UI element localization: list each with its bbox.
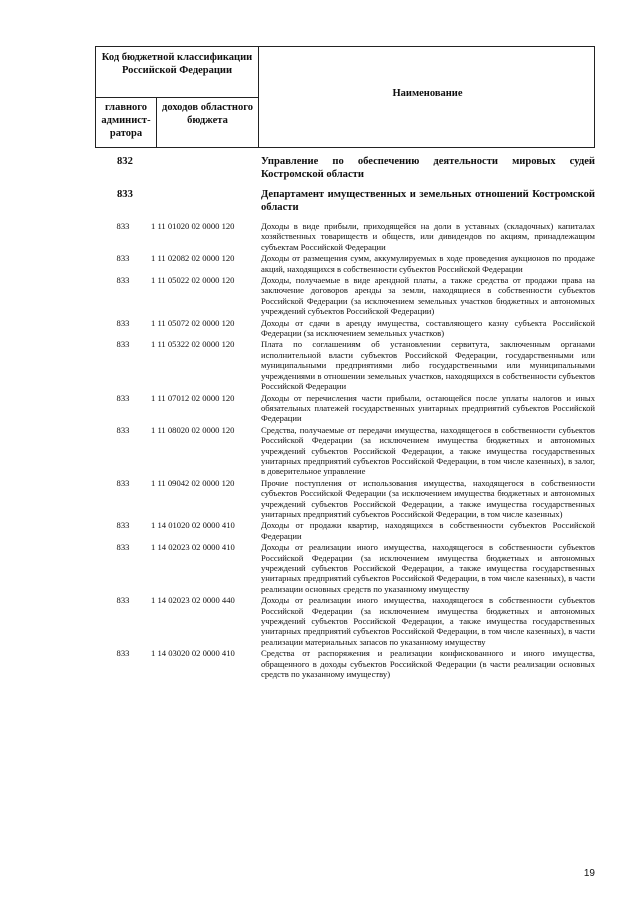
header-name-title: Наименование: [392, 88, 463, 99]
row-name: Доходы от продажи квартир, находящихся в собственности субъектов Российской Федерации: [261, 520, 595, 541]
table-row: [95, 155, 595, 181]
table-row: [95, 648, 595, 679]
budget-code: [151, 188, 261, 214]
table-row: [95, 221, 595, 252]
budget-code: 1 11 02082 02 0000 120: [151, 253, 235, 264]
table-row: [95, 478, 595, 520]
row-name: Доходы от сдачи в аренду имущества, составляющего казну субъекта Российской Федерации (за исключением земельных участков): [261, 317, 595, 339]
table-row: [95, 253, 595, 274]
admin-code: 832: [117, 156, 133, 167]
budget-code: 1 14 02023 02 0000 440: [151, 595, 235, 606]
budget-code: 1 11 01020 02 0000 120: [151, 221, 235, 231]
row-name: Прочие поступления от использования имущества, находящегося в собственности субъектов Российской Федерации (за исключением имущества бюджетных и автономных учреждений субъектов Российской Федерации, а также имущества государственных унитарных предприятий субъектов Российской Федерации, в том числе казенных): [261, 477, 595, 519]
admin-code: 833: [116, 648, 130, 659]
budget-code: 1 14 02023 02 0000 410: [151, 542, 235, 553]
row-name: Доходы от реализации иного имущества, находящегося в собственности субъектов Российской Федерации (за исключением имущества бюджетных и автономных учреждений субъектов Российской Федерации, а также имущества государственных унитарных предприятий субъектов Российской Федерации, в том числе казенных), в части реализации основных средств по указанному имуществу: [261, 542, 595, 594]
header-admin-title: главного админист-ратора: [101, 102, 151, 139]
table-row: [95, 425, 595, 477]
row-name: Плата по соглашениям об установлении сервитута, заключенным органами исполнительной власти субъектов Российской Федерации, государственными или муниципальными предприятиями либо государственными или муниципальными учреждениями в отношении земельных участков, находящихся в собственности субъектов Российской Федерации: [261, 339, 595, 392]
row-name: Средства, получаемые от передачи имущества, находящегося в собственности субъектов Российской Федерации (за исключением имущества бюджетных и автономных учреждений субъектов Российской Федерации, а также имущества государственных унитарных предприятий субъектов Российской Федерации, в том числе казенных), в залог, в доверительное управление: [261, 424, 595, 477]
table-row: [95, 595, 595, 647]
header-income-title: доходов областного бюджета: [162, 102, 253, 126]
table-row: [95, 275, 595, 317]
table-row: [95, 542, 595, 594]
admin-code: 833: [116, 275, 130, 286]
admin-code: 833: [116, 477, 130, 488]
budget-code: 1 11 09042 02 0000 120: [151, 477, 235, 488]
admin-code: 833: [116, 542, 130, 553]
budget-code: 1 11 07012 02 0000 120: [151, 392, 235, 403]
admin-code: 833: [116, 520, 130, 531]
page-number: 19: [583, 868, 595, 879]
budget-code: 1 11 05022 02 0000 120: [151, 275, 235, 286]
budget-code: 1 14 03020 02 0000 410: [151, 648, 235, 659]
budget-code: 1 11 08020 02 0000 120: [151, 424, 235, 435]
row-name: Доходы, получаемые в виде арендной платы, а также средства от продажи права на заключение договоров аренды за земли, находящиеся в собственности субъектов Российской Федерации (за исключением земельных участков бюджетных и автономных учреждений субъектов Российской Федерации): [261, 275, 595, 317]
budget-code: 1 11 05072 02 0000 120: [151, 317, 235, 328]
admin-code: 833: [116, 221, 130, 231]
budget-code: 1 14 01020 02 0000 410: [151, 520, 235, 531]
table-row: [95, 318, 595, 339]
table-body: [95, 152, 595, 680]
header-code-title: Код бюджетной классификации Российской Федерации: [101, 52, 253, 76]
table-row: [95, 393, 595, 424]
row-name: Департамент имущественных и земельных отношений Костромской области: [261, 189, 595, 213]
row-name: Доходы от перечисления части прибыли, остающейся после уплаты налогов и иных обязательных платежей государственных унитарных предприятий субъектов Российской Федерации: [261, 392, 595, 424]
table-row: [95, 339, 595, 391]
admin-code: 833: [116, 317, 130, 328]
row-name: Управление по обеспечению деятельности мировых судей Костромской области: [261, 156, 595, 180]
admin-code: 833: [116, 424, 130, 435]
table-header: [95, 46, 595, 148]
admin-code: 833: [116, 595, 130, 606]
row-name: Доходы от размещения сумм, аккумулируемых в ходе проведения аукционов по продаже акций, находящихся в собственности субъектов Российской Федерации: [261, 253, 595, 274]
row-name: Доходы от реализации иного имущества, находящегося в собственности субъектов Российской Федерации (за исключением имущества бюджетных и автономных учреждений субъектов Российской Федерации, а также имущества государственных унитарных предприятий субъектов Российской Федерации, в том числе казенных), в части реализации материальных запасов по указанному имуществу: [261, 595, 595, 647]
row-name: Средства от распоряжения и реализации конфискованного и иного имущества, обращенного в доходы субъектов Российской Федерации (в части реализации основных средств по указанному имуществу): [261, 648, 595, 680]
admin-code: 833: [116, 392, 130, 403]
admin-code: 833: [116, 253, 130, 264]
budget-code: 1 11 05322 02 0000 120: [151, 339, 235, 350]
row-name: Доходы в виде прибыли, приходящейся на доли в уставных (складочных) капиталах хозяйственных товариществ и обществ, или дивидендов по акциям, принадлежащим субъектам Российской Федерации: [261, 221, 595, 252]
table-row: [95, 520, 595, 541]
budget-code: [151, 155, 261, 181]
table-row: [95, 188, 595, 214]
admin-code: 833: [116, 339, 130, 350]
admin-code: 833: [117, 189, 133, 200]
